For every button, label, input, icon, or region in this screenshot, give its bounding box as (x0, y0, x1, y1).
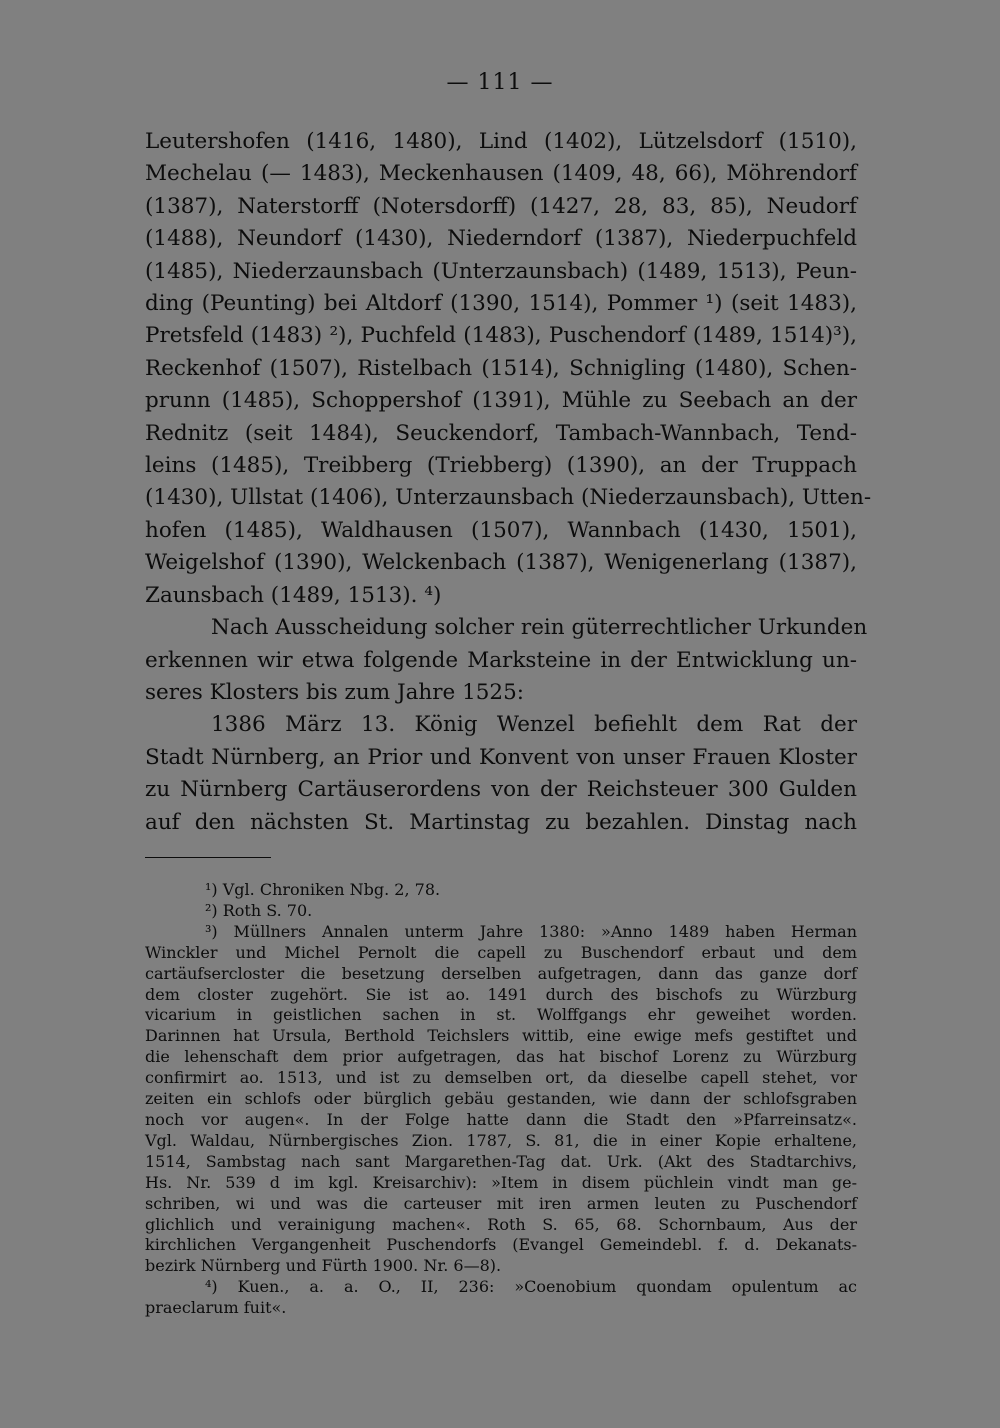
body-line: zu Nürnberg Cartäuserordens von der Reichsteuer 300 Gulden (145, 777, 857, 803)
footnote-line: cartäufsercloster die besetzung derselben aufgetragen, dann das ganze dorf (145, 963, 857, 983)
body-line: auf den nächsten St. Martinstag zu bezahlen. Dinstag nach (145, 809, 857, 835)
footnote-line: ³) Müllners Annalen unterm Jahre 1380: »Anno 1489 haben Herman (205, 921, 857, 941)
body-line: Rednitz (seit 1484), Seuckendorf, Tambach-Wannbach, Tend- (145, 420, 857, 446)
body-line: (1430), Ullstat (1406), Unterzaunsbach (Niederzaunsbach), Utten- (145, 485, 872, 511)
footnote-line: vicarium in geistlichen sachen in st. Wolffgangs ehr geweihet worden. (145, 1005, 857, 1025)
page-number: — 111 — (446, 70, 554, 95)
footnote-line: ⁴) Kuen., a. a. O., II, 236: »Coenobium quondam opulentum ac (205, 1277, 857, 1297)
footnote-line: zeiten ein schlofs oder bürglich gebäu gestanden, wie dann der schlofsgraben (145, 1089, 857, 1109)
body-line: leins (1485), Treibberg (Triebberg) (1390), an der Truppach (145, 453, 857, 479)
footnote-line: confirmirt ao. 1513, und ist zu demselben ort, da dieselbe capell stehet, vor (145, 1068, 857, 1088)
body-line: Reckenhof (1507), Ristelbach (1514), Schnigling (1480), Schen- (145, 355, 857, 381)
footnote-line: ¹) Vgl. Chroniken Nbg. 2, 78. (205, 880, 441, 899)
body-line: (1387), Naterstorff (Notersdorff) (1427, 28, 83, 85), Neudorf (145, 193, 857, 219)
footnote-line: ²) Roth S. 70. (205, 900, 313, 920)
footnote-line: Darinnen hat Ursula, Berthold Teichslers wittib, eine ewige mefs gestiftet und (145, 1026, 857, 1046)
body-line: Pretsfeld (1483) ²), Puchfeld (1483), Puschendorf (1489, 1514)³), (145, 323, 857, 349)
body-line: Zaunsbach (1489, 1513). ⁴) (145, 582, 442, 608)
body-line: Stadt Nürnberg, an Prior und Konvent von unser Frauen Kloster (145, 744, 857, 770)
body-line: hofen (1485), Waldhausen (1507), Wannbach (1430, 1501), (145, 517, 857, 543)
body-line: Nach Ausscheidung solcher rein güterrechtlicher Urkunden (211, 615, 868, 641)
footnote-line: schriben, wi und was die carteuser mit iren armen leuten zu Puschendorf (145, 1193, 857, 1213)
body-line: 1386 März 13. König Wenzel befiehlt dem Rat der (211, 712, 857, 738)
footnote-divider (145, 857, 271, 858)
footnote-line: praeclarum fuit«. (145, 1298, 287, 1318)
body-line: Mechelau (— 1483), Meckenhausen (1409, 48, 66), Möhrendorf (145, 161, 857, 187)
footnote-line: Hs. Nr. 539 d im kgl. Kreisarchiv): »Item in disem püchlein vindt man ge- (145, 1172, 857, 1192)
footnote-line: bezirk Nürnberg und Fürth 1900. Nr. 6—8). (145, 1256, 502, 1276)
footnote-line: noch vor augen«. In der Folge hatte dann die Stadt den »Pfarreinsatz«. (145, 1109, 857, 1129)
body-line: seres Klosters bis zum Jahre 1525: (145, 679, 525, 705)
footnote-line: Winckler und Michel Pernolt die capell zu Buschendorf erbaut und dem (145, 942, 857, 962)
body-line: Weigelshof (1390), Welckenbach (1387), Wenigenerlang (1387), (145, 550, 857, 576)
footnote-line: 1514, Sambstag nach sant Margarethen-Tag dat. Urk. (Akt des Stadtarchivs, (145, 1151, 857, 1171)
body-line: ding (Peunting) bei Altdorf (1390, 1514), Pommer ¹) (seit 1483), (145, 291, 857, 317)
body-line: (1488), Neundorf (1430), Niederndorf (1387), Niederpuchfeld (145, 226, 857, 252)
body-line: erkennen wir etwa folgende Marksteine in der Entwicklung un- (145, 647, 857, 673)
body-line: (1485), Niederzaunsbach (Unterzaunsbach) (1489, 1513), Peun- (145, 258, 857, 284)
footnote-line: glichlich und verainigung machen«. Roth S. 65, 68. Schornbaum, Aus der (145, 1214, 857, 1234)
body-line: prunn (1485), Schoppershof (1391), Mühle zu Seebach an der (145, 388, 857, 414)
footnote-line: Vgl. Waldau, Nürnbergisches Zion. 1787, S. 81, die in einer Kopie erhaltene, (145, 1130, 857, 1150)
footnote-line: die lehenschaft dem prior aufgetragen, das hat bischof Lorenz zu Würzburg (145, 1047, 857, 1067)
footnote-line: kirchlichen Vergangenheit Puschendorfs (Evangel Gemeindebl. f. d. Dekanats- (145, 1235, 857, 1255)
body-text (145, 126, 872, 839)
body-line: Leutershofen (1416, 1480), Lind (1402), Lützelsdorf (1510), (145, 129, 857, 154)
footnote-line: dem closter zugehört. Sie ist ao. 1491 durch des bischofs zu Würzburg (145, 984, 857, 1004)
footnotes (145, 880, 857, 1319)
